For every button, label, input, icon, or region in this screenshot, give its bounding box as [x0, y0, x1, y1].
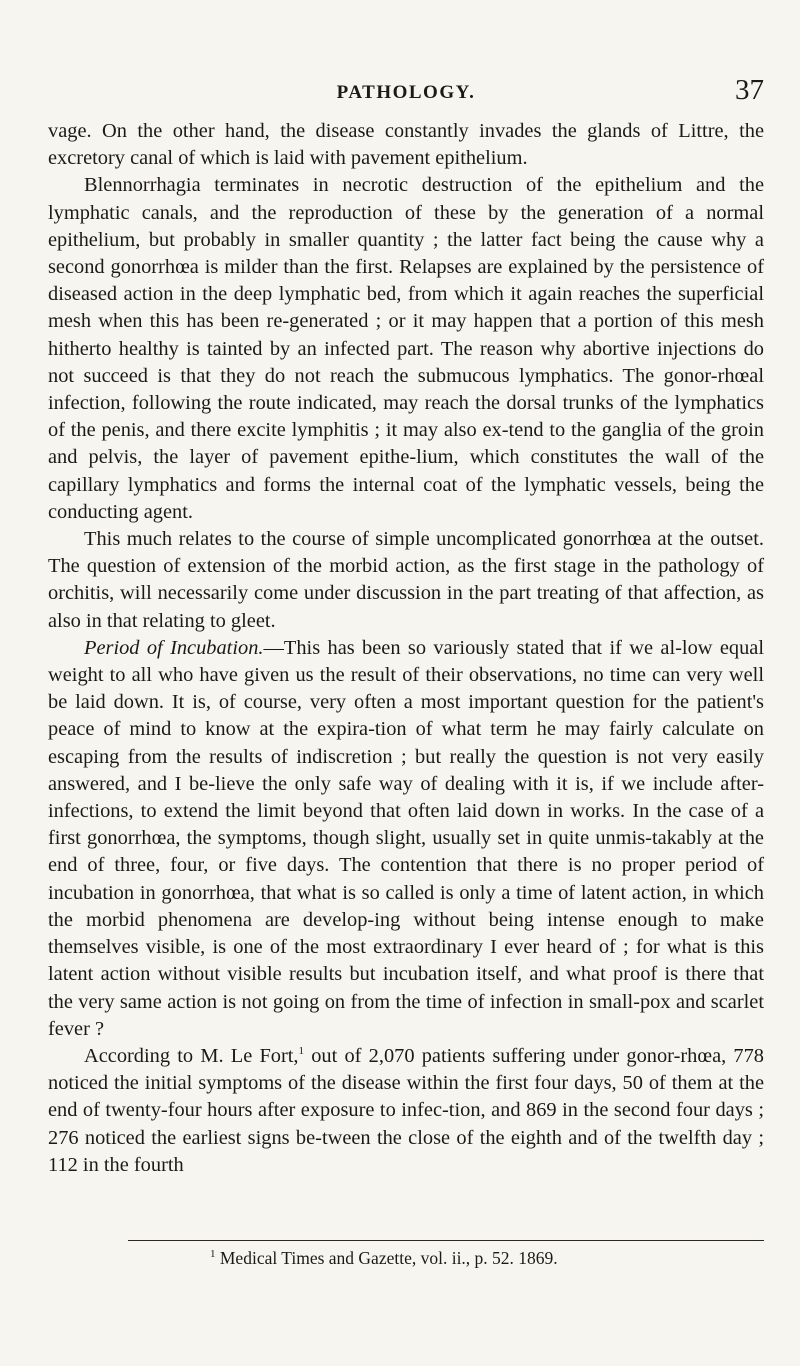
paragraph-text: This much relates to the course of simple uncomplicated gonorrhœa at the outset. The question of extension of the morbid action, as the first stage in the pathology of orchitis, will necessarily come under discussion in the part treating of that affection, as also in that relating to gleet.	[48, 528, 764, 632]
paragraph-text: —This has been so variously stated that if we al-low equal weight to all who have given us the result of their observations, no time can very well be laid down. It is, of course, very often a most important question for the patient's peace of mind to know at the expira-tion of what term he may fairly calculate on escaping from the results of indiscretion ; but really the question is not very easily answered, and I be-lieve the only safe way of dealing with it is, if we include after-infections, to extend the limit beyond that often laid down in works. In the case of a first gonorrhœa, the symptoms, though slight, usually set in quite unmis-takably at the end of three, four, or five days. The contention that there is no proper period of incubation in gonorrhœa, that what is so called is only a time of latent action, in which the morbid phenomena are develop-ing without being intense enough to make themselves visible, is one of the most extraordinary I ever heard of ; for what is this latent action without visible results but incubation itself, and what proof is there that the very same action is not going on from the time of infection in small-pox and scarlet fever ?	[48, 636, 764, 1040]
page-header	[48, 74, 764, 108]
footnote-reference[interactable]: 1	[298, 1045, 305, 1058]
paragraph-text: Blennorrhagia terminates in necrotic destruction of the epithelium and the lymphatic canals, and the reproduction of these by the generation of a normal epithelium, but probably in smaller quantity ; the latter fact being the cause why a second gonorrhœa is milder than the first. Relapses are explained by the persistence of diseased action in the deep lymphatic bed, from which it again reaches the superficial mesh when this has been re-generated ; or it may happen that a portion of this mesh hitherto healthy is tainted by an infected part. The reason why abortive injections do not succeed is that they do not reach the submucous lymphatics. The gonor-rhœal infection, following the route indicated, may reach the dorsal trunks of the lymphatics of the penis, and there excite lymphitis ; it may also ex-tend to the ganglia of the groin and pelvis, the layer of pavement epithe-lium, which constitutes the wall of the capillary lymphatics and forms the internal coat of the lymphatic vessels, being the conducting agent.	[48, 174, 764, 523]
paragraph	[48, 172, 764, 526]
footnote-marker: 1	[210, 1248, 216, 1261]
paragraph-text: vage. On the other hand, the disease constantly invades the glands of Littre, the excretory canal of which is laid with pavement epithelium.	[48, 120, 764, 170]
paragraph-text: out of 2,070 patients suffering under gonor-rhœa, 778 noticed the initial symptoms of the disease within the first four days, 50 of them at the end of twenty-four hours after exposure to infec-tion, and 869 in the second four days ; 276 noticed the earliest signs be-tween the close of the eighth and of the twelfth day ; 112 in the fourth	[48, 1044, 764, 1176]
footnote-text: Medical Times and Gazette, vol. ii., p. 52. 1869.	[219, 1248, 558, 1268]
footnote-divider	[128, 1240, 764, 1241]
body-text	[48, 118, 764, 1179]
paragraph	[48, 526, 764, 635]
footnote	[210, 1246, 770, 1270]
paragraph-text-lead: According to M. Le Fort,	[84, 1044, 299, 1067]
paragraph	[48, 118, 764, 172]
section-heading: Period of Incubation.	[84, 636, 264, 659]
paragraph	[48, 1043, 764, 1179]
running-title: PATHOLOGY.	[336, 82, 476, 103]
paragraph	[48, 635, 764, 1043]
page-number: 37	[735, 74, 764, 106]
